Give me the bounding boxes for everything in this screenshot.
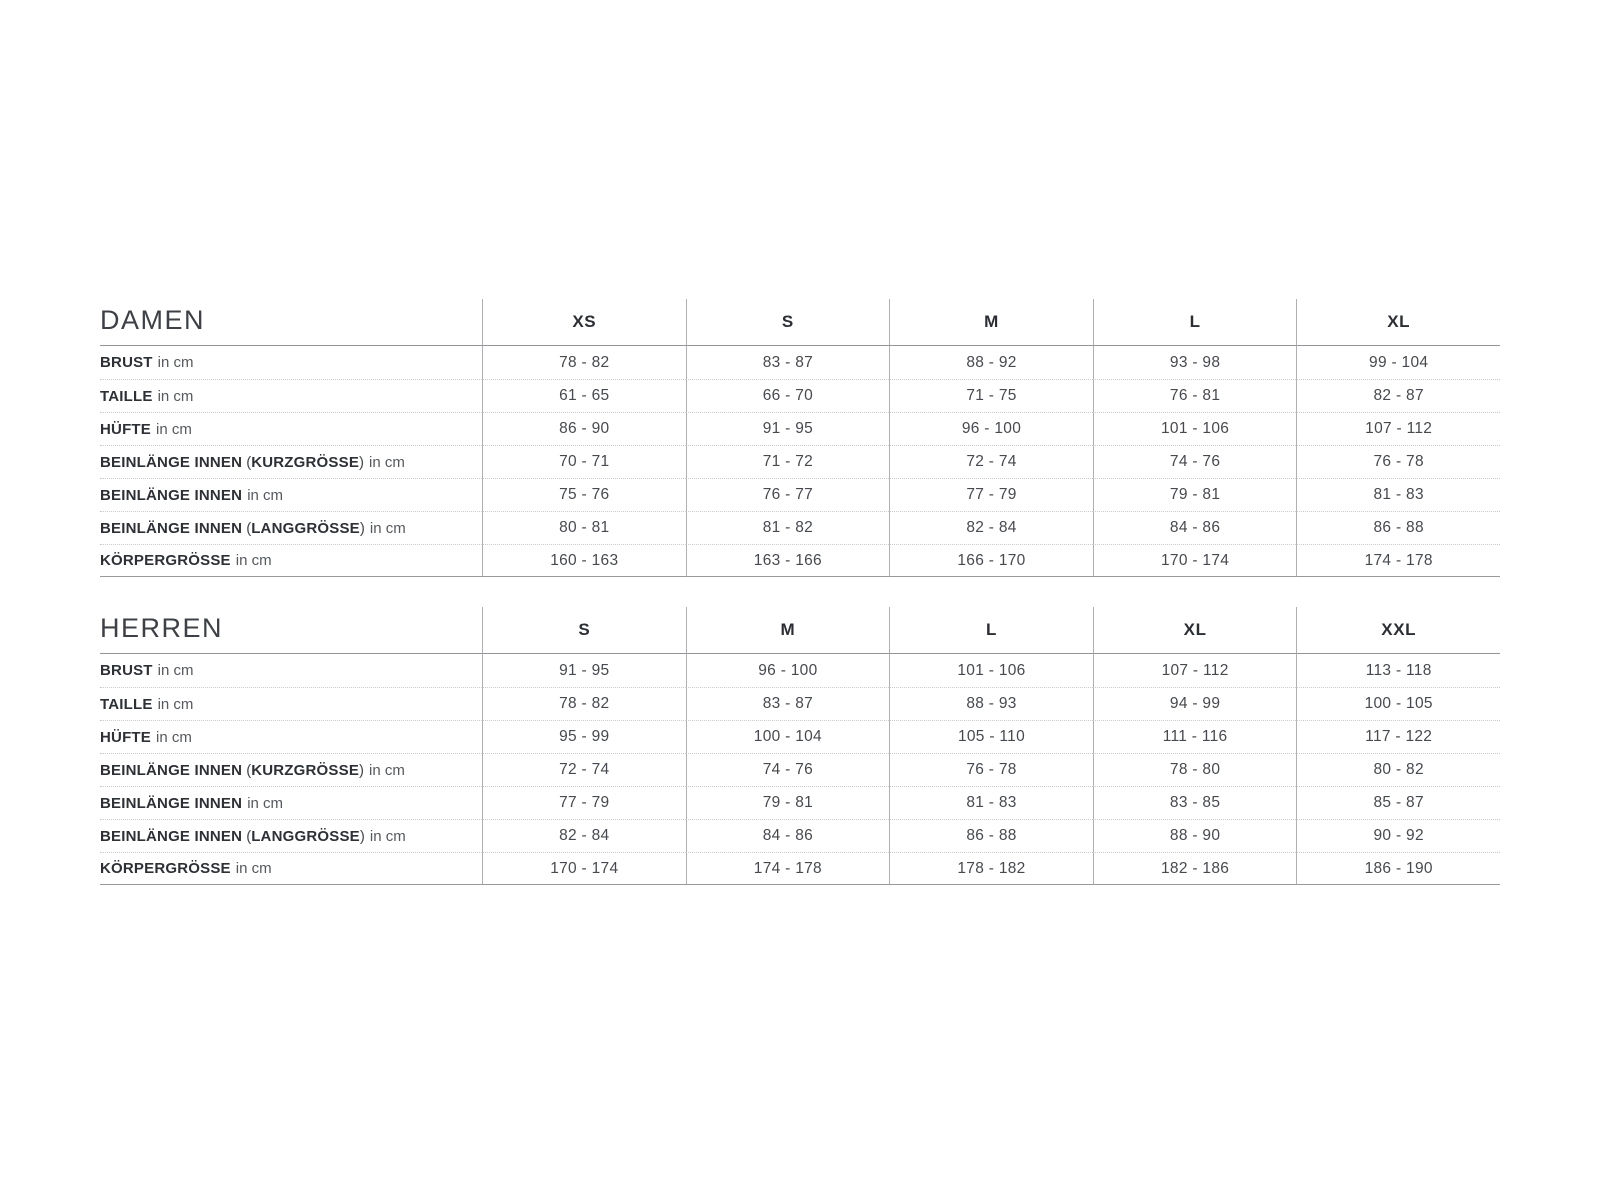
size-value-cell <box>1093 786 1297 819</box>
size-value-cell <box>482 511 686 544</box>
size-value: 105 - 110 <box>957 728 1026 745</box>
size-value-cell <box>482 478 686 511</box>
size-value-cell <box>889 687 1093 720</box>
size-value-cell <box>686 753 890 786</box>
size-value-cell <box>686 544 890 577</box>
size-value: 82 - 87 <box>1373 387 1424 404</box>
size-value-cell <box>1093 511 1297 544</box>
size-value-cell <box>889 544 1093 577</box>
size-value-cell <box>482 379 686 412</box>
size-value: 88 - 93 <box>966 695 1017 712</box>
size-value-cell <box>1093 852 1297 885</box>
row-label: BEINLÄNGE INNEN <box>100 486 243 504</box>
size-value-cell <box>686 412 890 445</box>
size-value: 100 - 104 <box>753 728 822 745</box>
row-label-unit: in cm <box>235 860 272 877</box>
size-value-cell <box>686 511 890 544</box>
size-value: 79 - 81 <box>762 794 814 811</box>
size-value-cell <box>889 379 1093 412</box>
size-value-cell <box>1093 819 1297 852</box>
row-label-unit: in cm <box>156 420 192 438</box>
size-value-cell <box>482 412 686 445</box>
size-value: 77 - 79 <box>966 486 1017 503</box>
size-value-cell <box>482 687 686 720</box>
size-value: 170 - 174 <box>1160 551 1230 569</box>
row-label-cell <box>100 819 482 852</box>
table-title: DAMEN <box>100 304 206 335</box>
size-value-cell <box>1296 786 1500 819</box>
size-value-cell <box>482 720 686 753</box>
size-value-cell <box>889 852 1093 885</box>
row-label: BEINLÄNGE INNEN <box>100 519 243 537</box>
size-value: 94 - 99 <box>1169 695 1221 712</box>
size-value: 91 - 95 <box>762 420 814 437</box>
row-label-cell <box>100 720 482 753</box>
size-value: 78 - 82 <box>559 353 610 371</box>
size-value: 71 - 75 <box>966 387 1017 404</box>
size-value: 83 - 85 <box>1169 794 1221 811</box>
size-guide-content <box>100 299 1500 885</box>
size-value-cell <box>1296 720 1500 753</box>
row-label-cell <box>100 445 482 478</box>
size-value: 174 - 178 <box>1364 551 1433 569</box>
row-label-cell <box>100 687 482 720</box>
size-column-header: XXL <box>1296 607 1500 654</box>
row-label-unit: in cm <box>235 552 272 569</box>
size-value: 66 - 70 <box>762 387 814 404</box>
size-value-cell <box>1093 687 1297 720</box>
size-column-header: S <box>686 299 890 346</box>
size-value: 117 - 122 <box>1365 728 1433 745</box>
size-value-cell <box>686 478 890 511</box>
size-value: 72 - 74 <box>966 453 1017 470</box>
row-label-unit: in cm <box>157 354 194 371</box>
row-label-unit: in cm <box>369 453 405 471</box>
row-label-unit: in cm <box>247 794 284 812</box>
size-value-cell <box>1296 511 1500 544</box>
size-value-cell <box>889 720 1093 753</box>
size-value-cell <box>1093 412 1297 445</box>
size-value-cell <box>482 753 686 786</box>
size-value: 77 - 79 <box>559 794 610 811</box>
size-value: 88 - 92 <box>966 353 1017 371</box>
size-value-cell <box>1093 346 1297 379</box>
row-label: HÜFTE <box>100 420 151 438</box>
size-value: 61 - 65 <box>559 387 610 404</box>
size-column-header: L <box>1093 299 1297 346</box>
row-label-cell <box>100 753 482 786</box>
size-column-header: XL <box>1296 299 1500 346</box>
size-value-cell <box>1296 654 1500 687</box>
size-value-cell <box>1296 819 1500 852</box>
size-value: 113 - 118 <box>1365 661 1432 679</box>
women-size-table <box>100 299 1500 577</box>
size-value-cell <box>482 819 686 852</box>
size-value-cell <box>889 786 1093 819</box>
table-title-cell <box>100 299 482 346</box>
size-value: 95 - 99 <box>559 728 610 745</box>
size-value-cell <box>1093 720 1297 753</box>
size-value-cell <box>686 819 890 852</box>
size-value: 81 - 83 <box>966 794 1017 811</box>
size-column-header: L <box>889 607 1093 654</box>
size-value: 107 - 112 <box>1365 420 1433 437</box>
size-value: 182 - 186 <box>1160 859 1230 877</box>
row-label-unit: in cm <box>156 728 192 746</box>
row-label-cell <box>100 852 482 885</box>
row-label: BRUST <box>100 354 153 371</box>
row-label-cell <box>100 346 482 379</box>
size-value: 83 - 87 <box>762 353 814 371</box>
table-title-cell <box>100 607 482 654</box>
size-value: 85 - 87 <box>1373 794 1424 811</box>
size-value-cell <box>1093 544 1297 577</box>
size-value: 83 - 87 <box>762 695 814 712</box>
row-label: BEINLÄNGE INNEN <box>100 453 243 471</box>
row-label-unit: in cm <box>247 486 284 504</box>
size-value-cell <box>889 478 1093 511</box>
size-value: 111 - 116 <box>1162 728 1228 745</box>
size-column-header: M <box>889 299 1093 346</box>
size-column-header: M <box>686 607 890 654</box>
size-value: 101 - 106 <box>1160 420 1230 437</box>
row-label-cell <box>100 478 482 511</box>
size-value: 160 - 163 <box>550 551 619 569</box>
row-label: BRUST <box>100 662 153 679</box>
size-value-cell <box>482 346 686 379</box>
row-label-unit: in cm <box>157 662 194 679</box>
size-value-cell <box>482 786 686 819</box>
row-label-cell <box>100 544 482 577</box>
size-value: 99 - 104 <box>1369 353 1429 371</box>
size-value-cell <box>889 753 1093 786</box>
size-value-cell <box>889 654 1093 687</box>
size-value: 174 - 178 <box>753 859 822 877</box>
size-value: 186 - 190 <box>1364 859 1433 877</box>
size-value-cell <box>686 786 890 819</box>
size-value-cell <box>1296 687 1500 720</box>
size-value-cell <box>1296 852 1500 885</box>
size-value-cell <box>686 852 890 885</box>
size-value: 101 - 106 <box>957 661 1026 679</box>
size-value-cell <box>889 346 1093 379</box>
size-value: 163 - 166 <box>753 551 822 569</box>
row-label-unit: in cm <box>157 387 194 405</box>
paren-open: ( <box>246 761 252 779</box>
size-value-cell <box>1093 753 1297 786</box>
size-value-cell <box>686 379 890 412</box>
size-value: 78 - 80 <box>1169 761 1221 778</box>
size-value: 86 - 90 <box>559 420 610 437</box>
size-value: 90 - 92 <box>1373 827 1424 844</box>
size-value: 170 - 174 <box>550 859 619 877</box>
size-value: 76 - 77 <box>762 486 814 503</box>
paren-close: ) <box>359 761 365 779</box>
size-value-cell <box>889 511 1093 544</box>
row-label: TAILLE <box>100 695 153 713</box>
size-value: 96 - 100 <box>961 420 1022 437</box>
row-label-cell <box>100 511 482 544</box>
size-value: 82 - 84 <box>966 519 1017 536</box>
row-label-cell <box>100 412 482 445</box>
size-value-cell <box>686 654 890 687</box>
size-value-cell <box>1296 753 1500 786</box>
size-value: 93 - 98 <box>1169 353 1221 371</box>
size-value: 71 - 72 <box>762 453 814 470</box>
size-value: 166 - 170 <box>957 551 1026 569</box>
size-value: 74 - 76 <box>1169 453 1221 470</box>
size-value-cell <box>482 654 686 687</box>
row-label: KÖRPERGRÖSSE <box>100 860 231 877</box>
size-value-cell <box>889 445 1093 478</box>
size-column-header: XS <box>482 299 686 346</box>
size-value-cell <box>1296 412 1500 445</box>
size-value-cell <box>1296 445 1500 478</box>
table-title: HERREN <box>100 612 224 643</box>
row-label: BEINLÄNGE INNEN <box>100 827 243 845</box>
size-value-cell <box>889 819 1093 852</box>
size-value: 91 - 95 <box>559 661 610 679</box>
size-value: 96 - 100 <box>758 661 818 679</box>
size-value: 86 - 88 <box>966 827 1017 844</box>
size-value-cell <box>1093 478 1297 511</box>
row-label: TAILLE <box>100 387 153 405</box>
size-value: 78 - 82 <box>559 695 610 712</box>
size-value: 76 - 81 <box>1169 387 1221 404</box>
row-label-paren: KURZGRÖSSE <box>251 453 360 471</box>
size-value: 81 - 82 <box>762 519 814 536</box>
size-value: 80 - 81 <box>559 519 610 536</box>
size-value-cell <box>1093 445 1297 478</box>
size-value-cell <box>686 687 890 720</box>
size-value: 86 - 88 <box>1373 519 1424 536</box>
size-value: 76 - 78 <box>1373 453 1424 470</box>
row-label: BEINLÄNGE INNEN <box>100 761 243 779</box>
paren-close: ) <box>359 827 365 845</box>
row-label-paren: KURZGRÖSSE <box>251 761 360 779</box>
size-value-cell <box>686 720 890 753</box>
row-label: HÜFTE <box>100 728 151 746</box>
size-value: 107 - 112 <box>1161 661 1229 679</box>
size-value: 88 - 90 <box>1169 827 1221 844</box>
size-value-cell <box>1093 379 1297 412</box>
size-value-cell <box>1093 654 1297 687</box>
men-size-table <box>100 607 1500 885</box>
row-label-unit: in cm <box>369 519 406 537</box>
size-value-cell <box>1296 478 1500 511</box>
size-value-cell <box>482 544 686 577</box>
row-label-cell <box>100 654 482 687</box>
size-value: 75 - 76 <box>559 486 610 503</box>
size-value: 178 - 182 <box>957 859 1026 877</box>
row-label-paren: LANGGRÖSSE <box>251 827 360 845</box>
size-value-cell <box>686 346 890 379</box>
size-value: 76 - 78 <box>966 761 1017 778</box>
size-value: 84 - 86 <box>762 827 814 844</box>
paren-open: ( <box>246 827 252 845</box>
paren-open: ( <box>246 519 252 537</box>
size-value-cell <box>482 852 686 885</box>
size-value: 72 - 74 <box>559 761 610 778</box>
size-value: 81 - 83 <box>1373 486 1424 503</box>
paren-open: ( <box>246 453 252 471</box>
size-value-cell <box>889 412 1093 445</box>
row-label: BEINLÄNGE INNEN <box>100 794 243 812</box>
size-value: 100 - 105 <box>1364 695 1433 712</box>
size-value: 82 - 84 <box>559 827 610 844</box>
paren-close: ) <box>359 519 365 537</box>
paren-close: ) <box>359 453 365 471</box>
size-column-header: S <box>482 607 686 654</box>
size-value: 84 - 86 <box>1169 519 1221 536</box>
row-label-paren: LANGGRÖSSE <box>251 519 360 537</box>
size-value-cell <box>686 445 890 478</box>
size-value-cell <box>1296 346 1500 379</box>
size-value: 74 - 76 <box>762 761 814 778</box>
row-label-cell <box>100 379 482 412</box>
row-label-unit: in cm <box>157 695 194 713</box>
row-label-unit: in cm <box>369 827 406 845</box>
row-label: KÖRPERGRÖSSE <box>100 552 231 569</box>
size-value: 70 - 71 <box>559 453 610 470</box>
row-label-cell <box>100 786 482 819</box>
size-value-cell <box>482 445 686 478</box>
size-value-cell <box>1296 544 1500 577</box>
size-value-cell <box>1296 379 1500 412</box>
size-column-header: XL <box>1093 607 1297 654</box>
size-value: 79 - 81 <box>1169 486 1221 503</box>
size-value: 80 - 82 <box>1373 761 1424 778</box>
row-label-unit: in cm <box>369 761 405 779</box>
